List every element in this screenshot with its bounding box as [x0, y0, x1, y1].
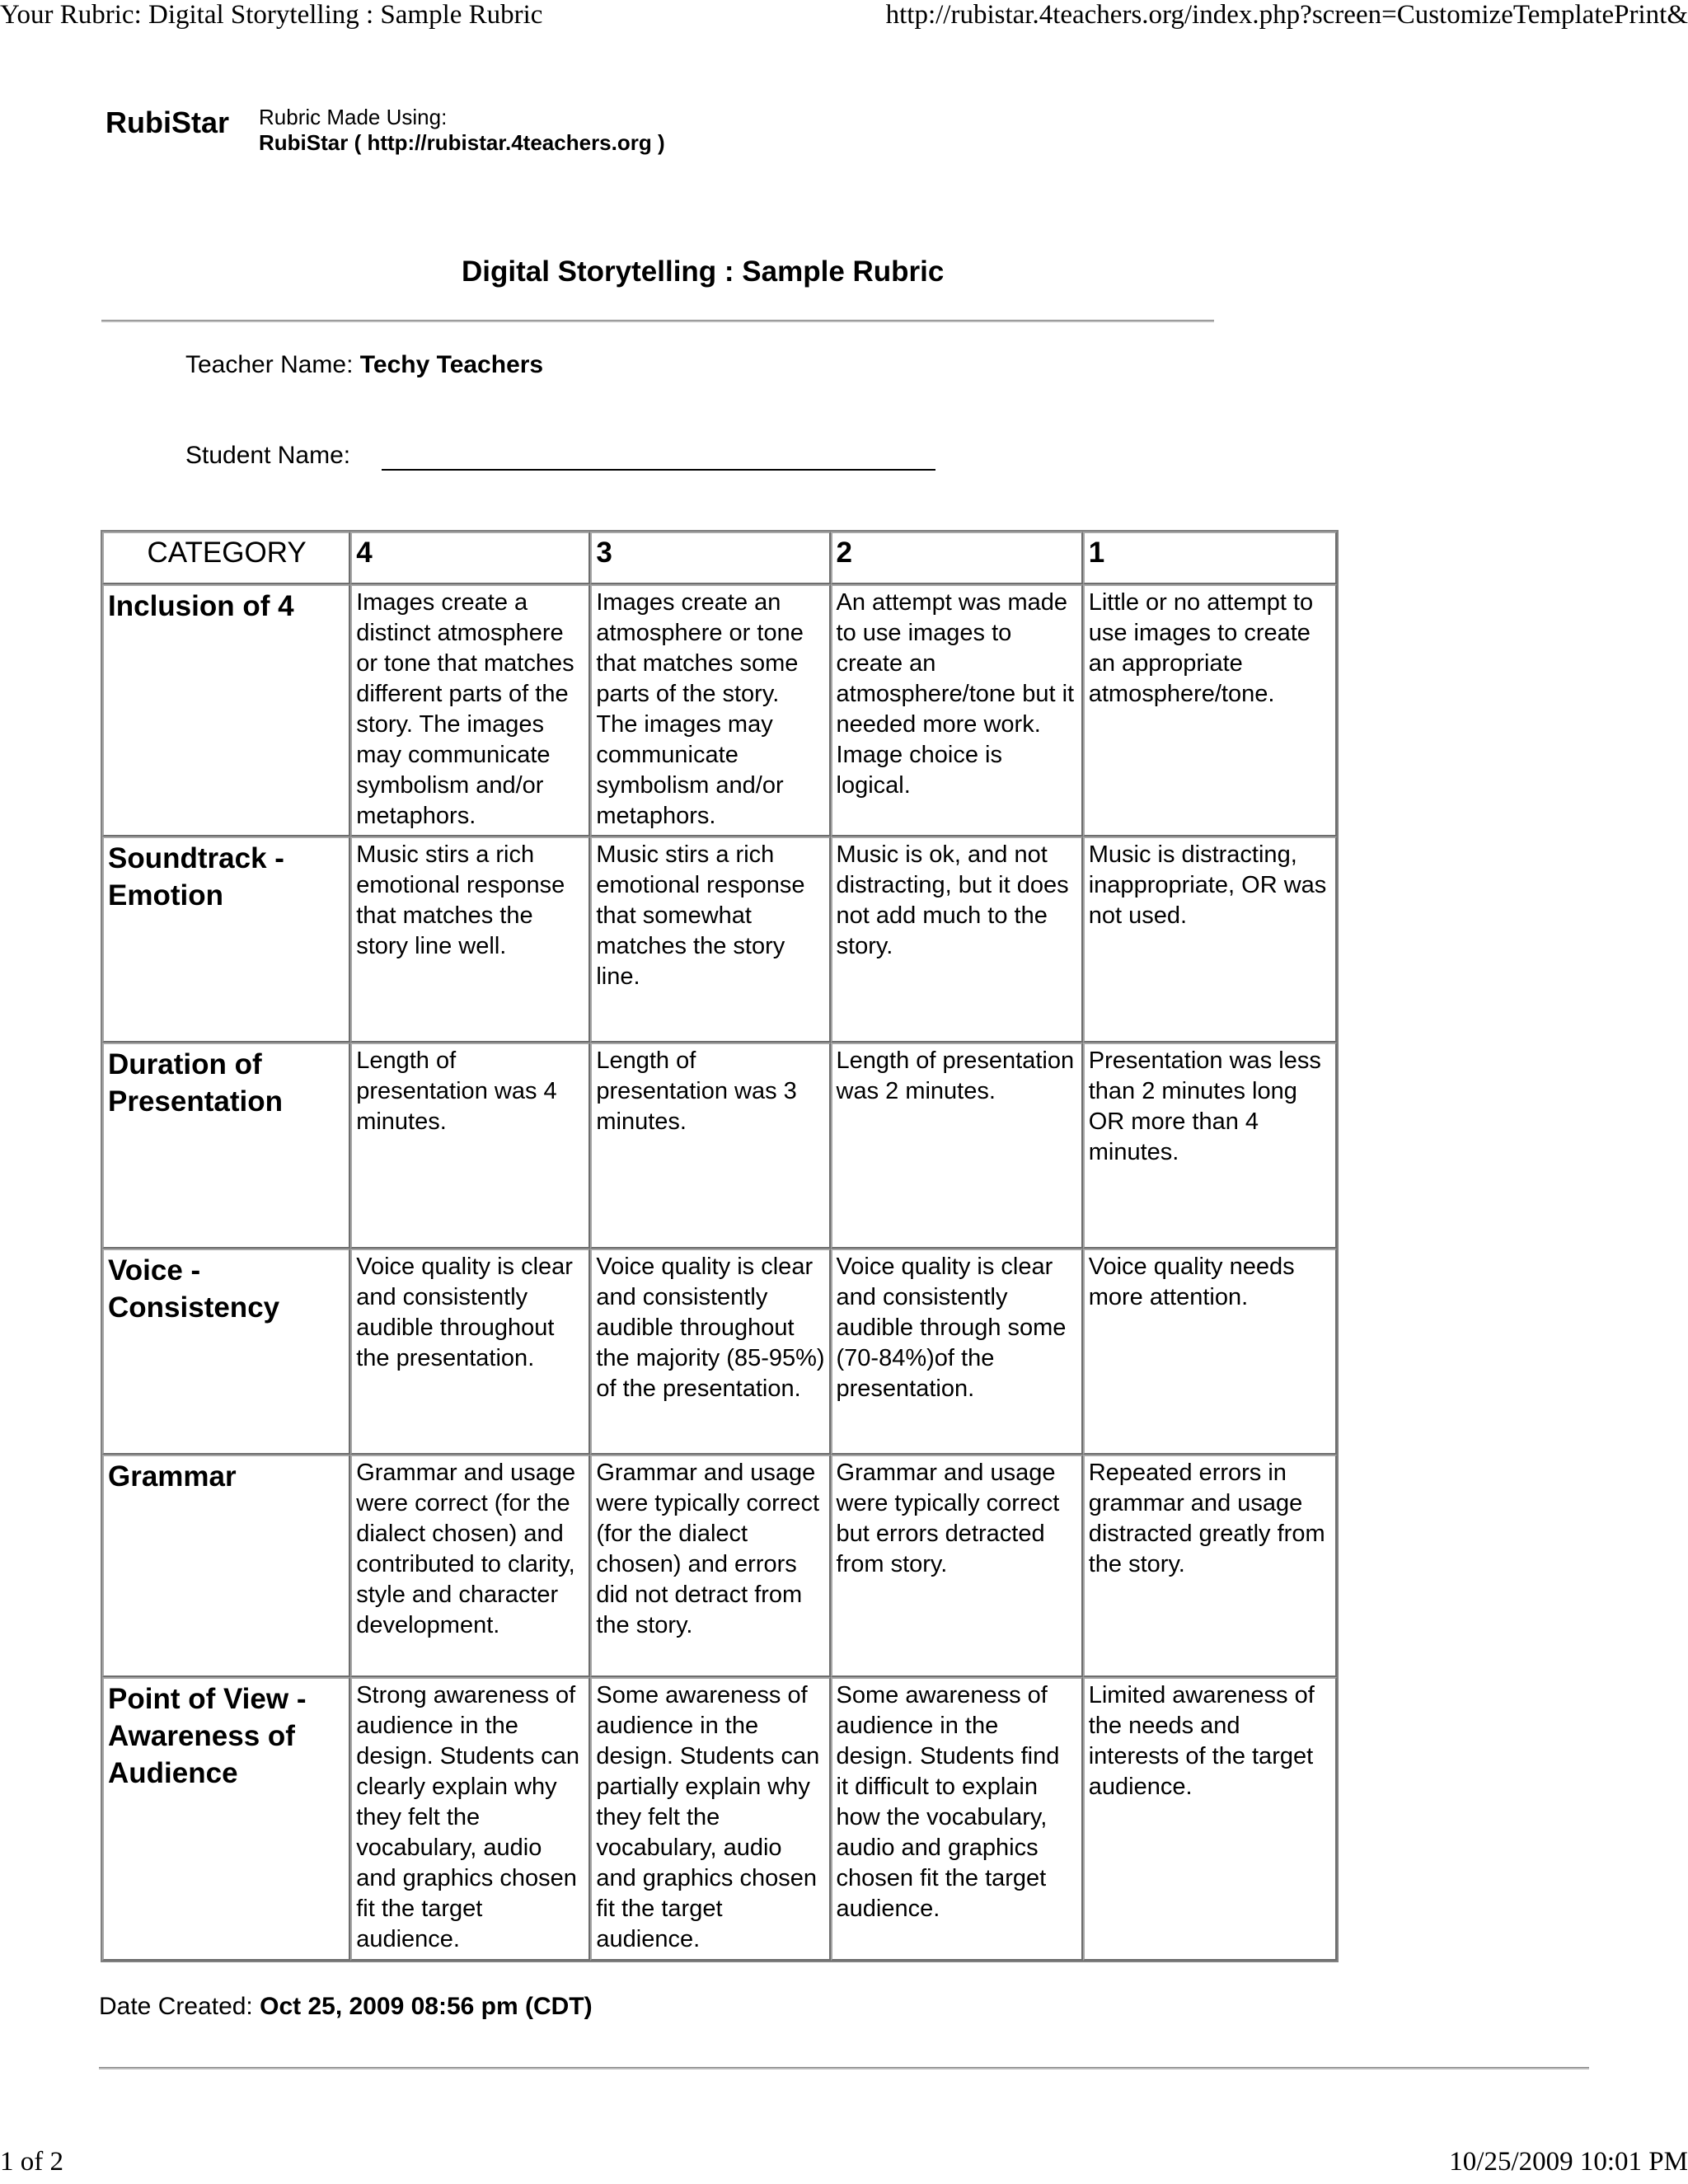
- rubric-row-soundtrack: [102, 837, 1337, 1043]
- criteria-cell: Images create a distinct atmosphere or tone that matches different parts of the story. The images may communicate symbolism and/or metaphors.: [350, 584, 590, 837]
- criteria-cell: Little or no attempt to use images to create an appropriate atmosphere/tone.: [1083, 584, 1337, 837]
- category-cell: Point of View - Awareness of Audience: [102, 1677, 350, 1961]
- category-cell: Soundtrack - Emotion: [102, 837, 350, 1043]
- date-created-value: Oct 25, 2009 08:56 pm (CDT): [260, 1993, 593, 2020]
- date-created-label: Date Created:: [99, 1993, 253, 2020]
- column-header-category: CATEGORY: [102, 532, 350, 584]
- rubric-row-point-of-view: [102, 1677, 1337, 1961]
- teacher-name-label: Teacher Name:: [185, 351, 354, 378]
- criteria-cell: Voice quality is clear and consistently audible throughout the presentation.: [350, 1249, 590, 1455]
- criteria-cell: Length of presentation was 2 minutes.: [831, 1043, 1083, 1249]
- criteria-cell: Music is ok, and not distracting, but it does not add much to the story.: [831, 837, 1083, 1043]
- student-name-label: Student Name:: [185, 442, 351, 469]
- rubric-row-duration: [102, 1043, 1337, 1249]
- category-cell: Grammar: [102, 1455, 350, 1677]
- criteria-cell: Some awareness of audience in the design. Students can partially explain why they felt the vocabulary, audio and graphics chosen fit the target audience.: [590, 1677, 830, 1961]
- date-created-line: [99, 1993, 593, 2021]
- column-header-score-3: 3: [590, 532, 830, 584]
- title-divider: [101, 320, 1214, 322]
- category-cell: Duration of Presentation: [102, 1043, 350, 1249]
- print-header-url: http://rubistar.4teachers.org/index.php?screen=CustomizeTemplatePrint&: [885, 0, 1688, 30]
- criteria-cell: Voice quality is clear and consistently audible through some (70-84%)of the presentation.: [831, 1249, 1083, 1455]
- footer-divider: [99, 2067, 1589, 2069]
- criteria-cell: Images create an atmosphere or tone that matches some parts of the story. The images may communicate symbolism and/or metaphors.: [590, 584, 830, 837]
- category-cell: Inclusion of 4: [102, 584, 350, 837]
- made-using-label: Rubric Made Using:: [259, 105, 448, 129]
- criteria-cell: Presentation was less than 2 minutes long OR more than 4 minutes.: [1083, 1043, 1337, 1249]
- column-header-score-1: 1: [1083, 532, 1337, 584]
- rubric-row-voice: [102, 1249, 1337, 1455]
- criteria-cell: Voice quality is clear and consistently audible throughout the majority (85-95%) of the presentation.: [590, 1249, 830, 1455]
- criteria-cell: Grammar and usage were typically correct but errors detracted from story.: [831, 1455, 1083, 1677]
- rubric-row-inclusion: [102, 584, 1337, 837]
- criteria-cell: Music stirs a rich emotional response that somewhat matches the story line.: [590, 837, 830, 1043]
- criteria-cell: Some awareness of audience in the design. Students find it difficult to explain how the vocabulary, audio and graphics chosen fit the target audience.: [831, 1677, 1083, 1961]
- print-footer-datetime: 10/25/2009 10:01 PM: [1449, 2147, 1688, 2177]
- category-cell: Voice - Consistency: [102, 1249, 350, 1455]
- page-title: Digital Storytelling : Sample Rubric: [462, 255, 945, 288]
- criteria-cell: Grammar and usage were correct (for the dialect chosen) and contributed to clarity, style and character development.: [350, 1455, 590, 1677]
- column-header-score-4: 4: [350, 532, 590, 584]
- teacher-name-value: Techy Teachers: [359, 351, 544, 378]
- criteria-cell: Music is distracting, inappropriate, OR was not used.: [1083, 837, 1337, 1043]
- criteria-cell: Repeated errors in grammar and usage distracted greatly from the story.: [1083, 1455, 1337, 1677]
- rubric-table: [101, 530, 1339, 1962]
- student-name-blank-line: [382, 469, 935, 471]
- criteria-cell: Music stirs a rich emotional response that matches the story line well.: [350, 837, 590, 1043]
- made-using-link[interactable]: RubiStar ( http://rubistar.4teachers.org ): [259, 130, 665, 155]
- rubric-row-grammar: [102, 1455, 1337, 1677]
- column-header-score-2: 2: [831, 532, 1083, 584]
- criteria-cell: Voice quality needs more attention.: [1083, 1249, 1337, 1455]
- criteria-cell: Grammar and usage were typically correct (for the dialect chosen) and errors did not detract from the story.: [590, 1455, 830, 1677]
- criteria-cell: Strong awareness of audience in the design. Students can clearly explain why they felt the vocabulary, audio and graphics chosen fit the target audience.: [350, 1677, 590, 1961]
- criteria-cell: Length of presentation was 3 minutes.: [590, 1043, 830, 1249]
- rubric-header-row: [102, 532, 1337, 584]
- criteria-cell: Limited awareness of the needs and interests of the target audience.: [1083, 1677, 1337, 1961]
- criteria-cell: An attempt was made to use images to create an atmosphere/tone but it needed more work. Image choice is logical.: [831, 584, 1083, 837]
- print-header-page-title: Your Rubric: Digital Storytelling : Sample Rubric: [0, 0, 543, 30]
- rubistar-logo-text: RubiStar: [106, 105, 230, 139]
- teacher-name-line: [185, 351, 543, 379]
- print-footer-page-number: 1 of 2: [0, 2147, 63, 2177]
- criteria-cell: Length of presentation was 4 minutes.: [350, 1043, 590, 1249]
